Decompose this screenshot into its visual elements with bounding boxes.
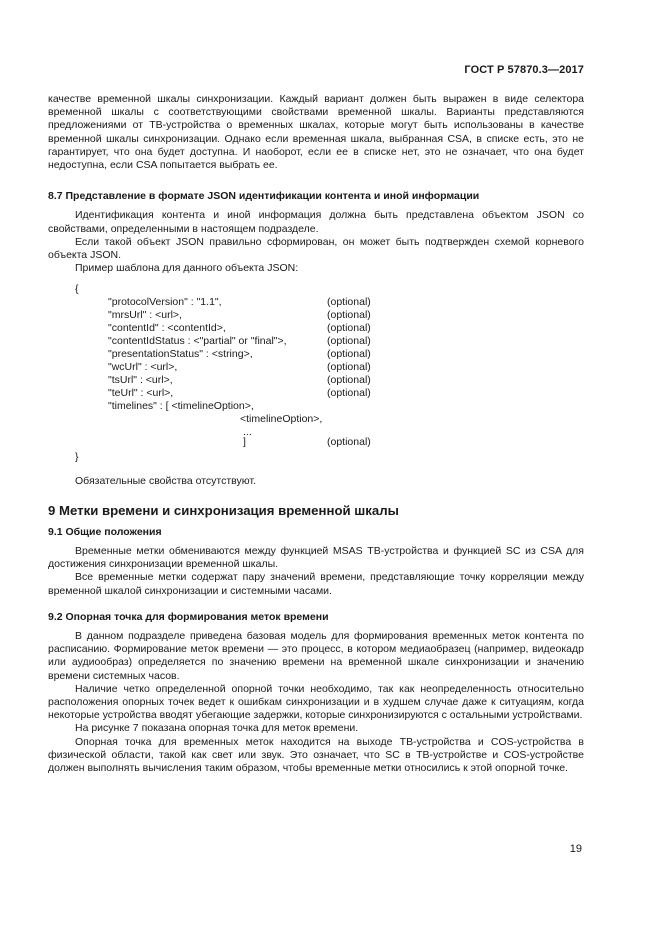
code-line-key: "timelines" : [ <timelineOption>, xyxy=(108,400,254,413)
section-9-2-paragraph-4: Опорная точка для временных меток находится на выходе ТВ-устройства и COS-устройства в физической области, такой как свет или звук. Это означает, что SC в ТВ-устройстве и COS-устройстве должен выполнять вычисления таким образом, чтобы временные метки относились к этой опорной точке. xyxy=(48,735,584,775)
intro-paragraph: качестве временной шкалы синхронизации. Каждый вариант должен быть выражен в виде селектора временной шкалы с соответствующими свойствами временной шкалы. Варианты представляются предложениями от ТВ-устройства о временных шкалах, которые могут быть использованы в качестве временной шкалы синхронизации. Однако если временная шкала, выбранная CSA, в списке есть, это не гарантирует, что она будет доступна. И наоборот, если ее в списке нет, это не означает, что она будет недоступна, если CSA попытается выбрать ее. xyxy=(48,93,584,172)
code-line-key: "tsUrl" : <url>, xyxy=(108,374,173,387)
section-8-7-paragraph-2: Если такой объект JSON правильно сформирован, он может быть подтвержден схемой корневого объекта JSON. xyxy=(48,235,584,262)
code-line-key: "contentId" : <contentId>, xyxy=(108,322,226,335)
code-line-note: (optional) xyxy=(327,374,371,387)
code-line-note: (optional) xyxy=(327,387,371,400)
section-8-7-paragraph-1: Идентификация контента и иной информация должна быть представлена объектом JSON со свойствами, определенными в настоящем подразделе. xyxy=(48,209,584,235)
page-number: 19 xyxy=(569,843,582,855)
section-9-1-heading: 9.1 Общие положения xyxy=(48,525,162,538)
section-9-heading: 9 Метки времени и синхронизация временной шкалы xyxy=(48,502,399,518)
code-line-note: (optional) xyxy=(327,348,371,361)
code-line-note: (optional) xyxy=(327,322,371,335)
code-open-brace: { xyxy=(75,283,79,296)
code-line-key: "contentIdStatus : <"partial" or "final">, xyxy=(108,335,287,348)
code-line-key: "mrsUrl" : <url>, xyxy=(108,309,182,322)
code-line-key: "presentationStatus" : <string>, xyxy=(108,348,253,361)
section-9-1-paragraph-1: Временные метки обмениваются между функцией MSAS ТВ-устройства и функцией SC из CSA для достижения синхронизации временной шкалы. xyxy=(48,545,584,571)
section-9-2-paragraph-3: На рисунке 7 показана опорная точка для меток времени. xyxy=(75,722,359,735)
code-close-brace: } xyxy=(75,451,79,464)
section-9-2-paragraph-1: В данном подразделе приведена базовая модель для формирования временных меток контента по расписанию. Формирование меток времени — это процесс, в котором медиаобразец (например, видеокадр или аудиообраз) определяется по значению времени на временной шкале синхронизации и значению времени системных часов. xyxy=(48,630,584,682)
json-template-example xyxy=(48,283,584,463)
code-line-ellipsis: ... xyxy=(243,426,252,439)
code-line-note: (optional) xyxy=(327,361,371,374)
code-line-note: (optional) xyxy=(327,296,371,309)
section-9-1-paragraph-2: Все временные метки содержат пару значений времени, представляющие точку корреляции между временной шкалой синхронизации и системными часами. xyxy=(48,571,584,597)
section-8-7-paragraph-3: Пример шаблона для данного объекта JSON: xyxy=(75,262,299,275)
code-line-key: "teUrl" : <url>, xyxy=(108,387,174,400)
section-9-2-heading: 9.2 Опорная точка для формирования меток времени xyxy=(48,610,329,623)
code-line-continuation: <timelineOption>, xyxy=(240,413,323,426)
code-line-note: (optional) xyxy=(327,309,371,322)
document-header: ГОСТ Р 57870.3—2017 xyxy=(464,64,584,76)
page-body xyxy=(48,93,584,775)
section-8-7-heading: 8.7 Представление в формате JSON идентификации контента и иной информации xyxy=(48,190,480,203)
code-line-key: "wcUrl" : <url>, xyxy=(108,361,178,374)
code-line-key: "protocolVersion" : "1.1", xyxy=(108,296,222,309)
code-line-note: (optional) xyxy=(327,436,371,449)
section-9-2-paragraph-2: Наличие четко определенной опорной точки необходимо, так как неопределенность относительно расположения опорных точек ведет к ошибкам синхронизации и в худшем случае даже к ситуациям, когда некоторые устройства вводят убегающие задержки, которые синхронизируются с остальными устройствами. xyxy=(48,682,584,722)
code-line-note: (optional) xyxy=(327,335,371,348)
code-line-close-bracket: ] xyxy=(243,436,246,449)
section-8-7-paragraph-4: Обязательные свойства отсутствуют. xyxy=(75,475,256,488)
